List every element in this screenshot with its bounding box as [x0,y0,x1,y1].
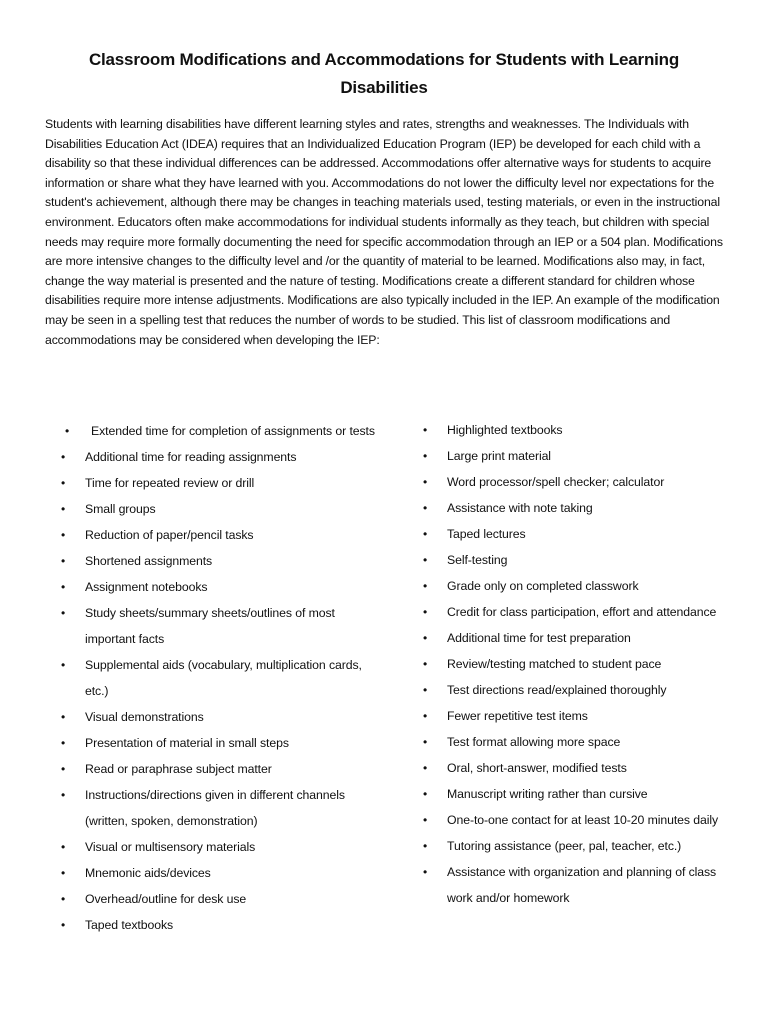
list-item-text: Review/testing matched to student pace [447,657,662,671]
bullet-icon: • [423,839,428,853]
list-item [61,860,385,886]
bullet-icon: • [61,788,66,802]
list-item-text: Visual demonstrations [85,710,204,724]
list-item-text: Extended time for completion of assignments or tests [91,424,375,438]
list-item [423,495,737,521]
bullet-icon: • [423,527,428,541]
bullet-icon: • [61,658,66,672]
right-accommodations-list [423,417,737,911]
list-item-text: Study sheets/summary sheets/outlines of most important facts [85,606,335,646]
document-title: Classroom Modifications and Accommodations for Students with Learning Disabilities [88,50,680,97]
list-item-text: Fewer repetitive test items [447,709,588,723]
bullet-icon: • [61,866,66,880]
list-item-text: Oral, short-answer, modified tests [447,761,627,775]
bullet-icon: • [423,605,428,619]
list-item [61,470,385,496]
list-item-text: Read or paraphrase subject matter [85,762,272,776]
list-item-text: Taped lectures [447,527,526,541]
bullet-icon: • [423,735,428,749]
list-item-text: Visual or multisensory materials [85,840,256,854]
list-item [61,574,385,600]
bullet-icon: • [423,553,428,567]
list-item-text: Reduction of paper/pencil tasks [85,528,254,542]
list-item [65,418,385,444]
list-item [423,521,737,547]
list-item [423,703,737,729]
list-item-text: Time for repeated review or drill [85,476,255,490]
list-item [423,599,737,625]
list-item [423,573,737,599]
bullet-icon: • [423,761,428,775]
list-item-text: Test format allowing more space [447,735,621,749]
list-item-text: Taped textbooks [85,918,174,932]
list-item [61,444,385,470]
bullet-icon: • [423,475,428,489]
list-item-text: Overhead/outline for desk use [85,892,247,906]
list-item [61,912,385,938]
list-item [61,496,385,522]
bullet-icon: • [61,840,66,854]
list-item [423,651,737,677]
bullet-icon: • [65,424,70,438]
bullet-icon: • [61,554,66,568]
bullet-icon: • [423,709,428,723]
list-item-text: Highlighted textbooks [447,423,563,437]
list-item-text: Assistance with organization and planning of class work and/or homework [447,865,717,905]
bullet-icon: • [423,813,428,827]
intro-text: Students with learning disabilities have different learning styles and rates, strengths and weaknesses. The Individuals with Disabilities Education Act (IDEA) requires that an Individualized Education Program (IEP) be developed for each child with a disability so that these individual differences can be addressed. Accommodations offer alternative ways for students to acquire information or share what they have learned with you. Accommodations do not lower the difficulty level nor expectations for the student's achievement, although there may be changes in teaching materials used, testing materials, or even in the instructional environment. Educators often make accommodations for individual students informally as they teach, but children with special needs may require more formally documenting the need for specific accommodation through an IEP or a 504 plan. Modifications are more intensive changes to the difficulty level and /or the quantity of material to be learned. Modifications also may, in fact, change the way material is presented and the nature of testing. Modifications create a different standard for children whose disabilities require more intense adjustments. Modifications are also typically included in the IEP. An example of the modification may be seen in a spelling test that reduces the number of words to be studied. This list of classroom modifications and accommodations may be considered when developing the IEP: [45,117,723,347]
list-item-text: Assistance with note taking [447,501,593,515]
list-item-text: Mnemonic aids/devices [85,866,211,880]
bullet-icon: • [61,580,66,594]
list-item [423,781,737,807]
list-item [423,625,737,651]
list-item [423,859,737,911]
list-item-text: Small groups [85,502,156,516]
list-item [423,677,737,703]
bullet-icon: • [423,657,428,671]
bullet-icon: • [423,501,428,515]
list-item-text: Presentation of material in small steps [85,736,289,750]
list-item-text: Assignment notebooks [85,580,208,594]
bullet-icon: • [61,762,66,776]
list-item [423,755,737,781]
bullet-icon: • [61,476,66,490]
list-item-text: One-to-one contact for at least 10-20 minutes daily [447,813,719,827]
list-item [61,522,385,548]
list-item-text: Large print material [447,449,551,463]
list-item [61,548,385,574]
bullet-icon: • [61,892,66,906]
list-item [61,782,385,834]
bullet-icon: • [423,423,428,437]
list-item-text: Credit for class participation, effort and attendance [447,605,717,619]
list-item-text: Grade only on completed classwork [447,579,639,593]
list-item-text: Word processor/spell checker; calculator [447,475,665,489]
list-item [61,652,385,704]
list-item-text: Test directions read/explained thoroughly [447,683,667,697]
list-item [423,833,737,859]
intro-paragraph [45,115,725,350]
bullet-icon: • [423,865,428,879]
bullet-icon: • [61,450,66,464]
list-item [61,730,385,756]
list-item-text: Shortened assignments [85,554,213,568]
list-item [423,729,737,755]
list-item [61,834,385,860]
bullet-icon: • [61,502,66,516]
list-item-text: Instructions/directions given in different channels (written, spoken, demonstration) [85,788,345,828]
list-item [61,704,385,730]
list-item-text: Additional time for test preparation [447,631,631,645]
bullet-icon: • [423,579,428,593]
list-item [423,807,737,833]
list-item-text: Supplemental aids (vocabulary, multiplication cards, etc.) [85,658,362,698]
list-item-text: Manuscript writing rather than cursive [447,787,648,801]
list-item [423,469,737,495]
list-item [423,417,737,443]
list-item [423,443,737,469]
list-item [61,600,385,652]
list-item-text: Self-testing [447,553,508,567]
list-item [61,756,385,782]
list-item [423,547,737,573]
list-item-text: Tutoring assistance (peer, pal, teacher, etc.) [447,839,682,853]
bullet-icon: • [61,736,66,750]
bullet-icon: • [423,449,428,463]
bullet-icon: • [423,683,428,697]
bullet-icon: • [61,528,66,542]
list-item-text: Additional time for reading assignments [85,450,297,464]
bullet-icon: • [61,918,66,932]
bullet-icon: • [61,606,66,620]
bullet-icon: • [423,631,428,645]
left-accommodations-list [61,418,385,938]
list-item [61,886,385,912]
bullet-icon: • [61,710,66,724]
bullet-icon: • [423,787,428,801]
